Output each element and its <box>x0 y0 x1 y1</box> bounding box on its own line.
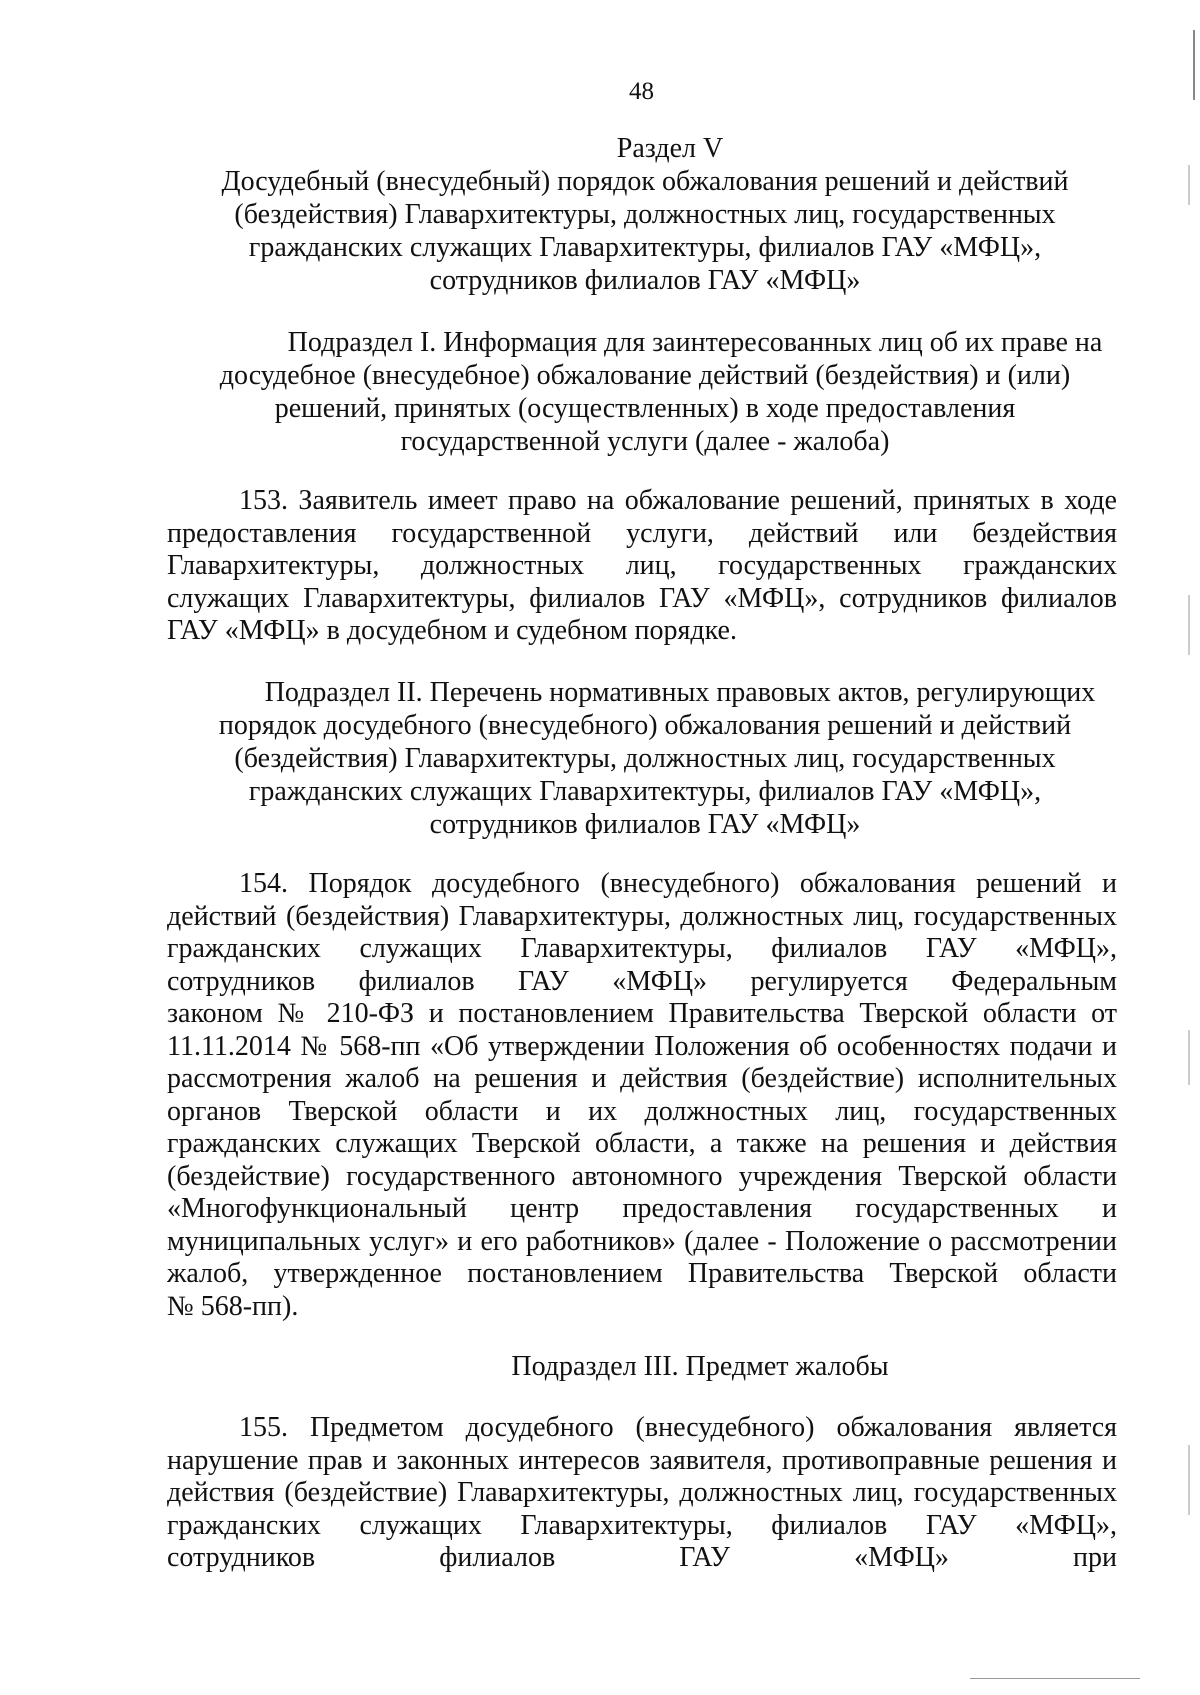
subsection-3-heading <box>150 1350 1140 1383</box>
paragraph-line: 153. Заявитель имеет право на обжалование решений, принятых в ходе <box>239 485 1117 516</box>
scan-artifact <box>1188 1445 1190 1515</box>
scan-artifact <box>1188 595 1190 655</box>
scan-artifact <box>1188 165 1190 205</box>
paragraph-line: 11.11.2014 № 568-пп «Об утверждении Положения об особенностях подачи и <box>167 1030 1117 1062</box>
paragraph-line: рассмотрения жалоб на решения и действия (бездействие) исполнительных <box>167 1063 1117 1094</box>
section-title-line: Досудебный (внесудебный) порядок обжалования решений и действий <box>221 166 1069 197</box>
subsection-heading-line: сотрудников филиалов ГАУ «МФЦ» <box>429 809 861 840</box>
paragraph-line: законом № 210-ФЗ и постановлением Правительства Тверской области от <box>167 998 1117 1029</box>
paragraph-line: «Многофункциональный центр предоставления государственных и <box>167 1193 1117 1224</box>
scan-artifact <box>1193 30 1195 100</box>
paragraph-line: сотрудников филиалов ГАУ «МФЦ» при <box>167 1542 1117 1573</box>
section-heading <box>150 132 1140 297</box>
paragraph-line: ГАУ «МФЦ» в досудебном и судебном порядке. <box>167 615 737 646</box>
subsection-2-heading <box>150 676 1140 841</box>
paragraph-line: 155. Предметом досудебного (внесудебного) обжалования является <box>239 1412 1117 1443</box>
paragraph-line: нарушение прав и законных интересов заявителя, противоправные решения и <box>167 1444 1117 1476</box>
subsection-heading-line: порядок досудебного (внесудебного) обжалования решений и действий <box>218 710 1072 741</box>
paragraph-line: жалоб, утвержденное постановлением Правительства Тверской области <box>167 1258 1117 1289</box>
paragraph-line: служащих Главархитектуры, филиалов ГАУ «МФЦ», сотрудников филиалов <box>167 582 1117 614</box>
section-title-line: гражданских служащих Главархитектуры, филиалов ГАУ «МФЦ», <box>248 232 1042 263</box>
section-title-line: (бездействия) Главархитектуры, должностных лиц, государственных <box>234 199 1056 230</box>
paragraph-line: (бездействие) государственного автономного учреждения Тверской области <box>167 1160 1117 1192</box>
paragraph-line: № 568-пп). <box>167 1290 299 1322</box>
subsection-heading-line: гражданских служащих Главархитектуры, филиалов ГАУ «МФЦ», <box>248 776 1042 807</box>
subsection-heading-line: (бездействия) Главархитектуры, должностных лиц, государственных <box>234 743 1056 774</box>
paragraph-line: гражданских служащих Главархитектуры, филиалов ГАУ «МФЦ», <box>167 1509 1117 1541</box>
subsection-heading-line: Подраздел II. Перечень нормативных правовых актов, регулирующих <box>264 677 1096 708</box>
paragraph-line: муниципальных услуг» и его работников» (далее - Положение о рассмотрении <box>167 1225 1117 1257</box>
paragraph-line: гражданских служащих Главархитектуры, филиалов ГАУ «МФЦ», <box>167 933 1117 964</box>
subsection-heading-line: решений, принятых (осуществленных) в ходе предоставления <box>274 393 1016 424</box>
subsection-heading-line: государственной услуги (далее - жалоба) <box>400 426 890 457</box>
paragraph-line: действия (бездействие) Главархитектуры, должностных лиц, государственных <box>167 1477 1117 1508</box>
paragraph-line: действий (бездействия) Главархитектуры, должностных лиц, государственных <box>167 900 1117 932</box>
paragraph-line: Главархитектуры, должностных лиц, государственных гражданских <box>167 550 1117 581</box>
paragraph-155 <box>167 1412 1117 1575</box>
paragraph-line: предоставления государственной услуги, действий или бездействия <box>167 517 1117 549</box>
section-title: Раздел V <box>616 133 724 164</box>
paragraph-line: органов Тверской области и их должностных лиц, государственных <box>167 1095 1117 1127</box>
subsection-heading-line: досудебное (внесудебное) обжалование действий (бездействия) и (или) <box>219 360 1071 391</box>
paragraph-154 <box>167 868 1117 1323</box>
page-number: 48 <box>629 78 654 105</box>
paragraph-line: сотрудников филиалов ГАУ «МФЦ» регулируется Федеральным <box>167 965 1117 997</box>
section-title-line: сотрудников филиалов ГАУ «МФЦ» <box>429 265 861 296</box>
scan-artifact <box>970 1678 1140 1679</box>
paragraph-line: гражданских служащих Тверской области, а также на решения и действия <box>167 1128 1117 1159</box>
paragraph-line: 154. Порядок досудебного (внесудебного) обжалования решений и <box>239 868 1117 899</box>
subsection-heading-line: Подраздел III. Предмет жалобы <box>511 1351 889 1382</box>
scan-artifact <box>1188 1030 1190 1085</box>
subsection-1-heading <box>150 326 1140 458</box>
paragraph-153 <box>167 485 1117 648</box>
subsection-heading-line: Подраздел I. Информация для заинтересованных лиц об их праве на <box>287 327 1103 358</box>
